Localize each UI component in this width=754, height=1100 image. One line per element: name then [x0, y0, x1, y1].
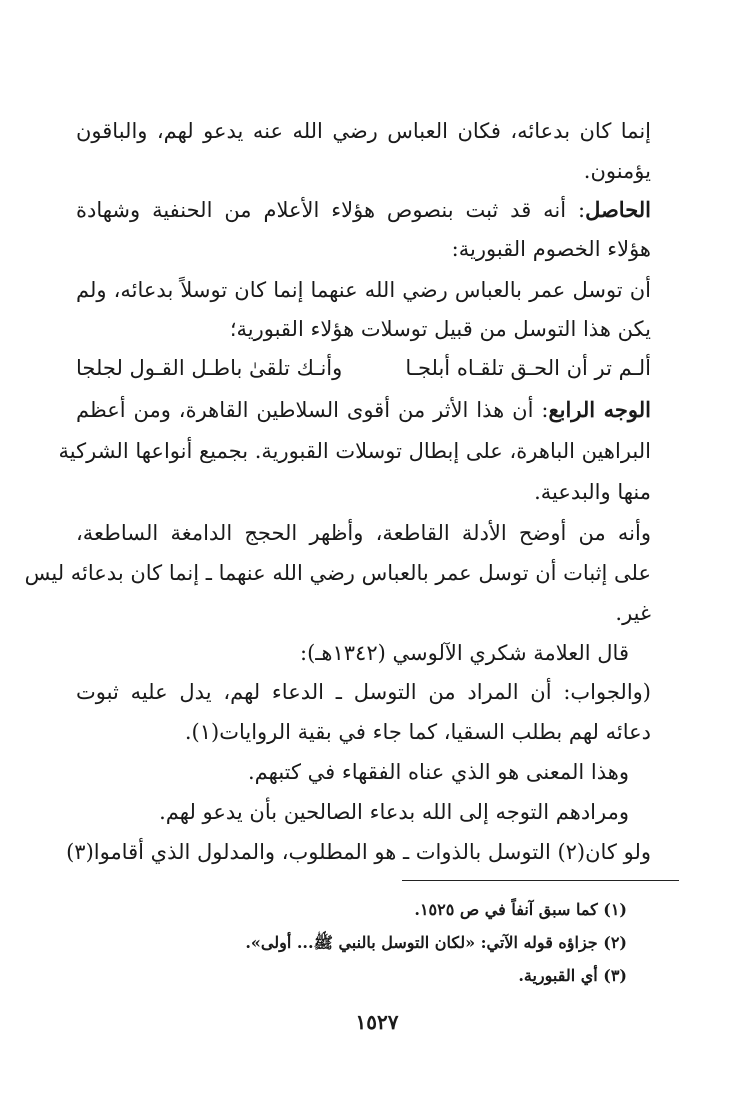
footnote-2: (٢) جزاؤه قوله الآتي: «لكان التوسل بالنبي ﷺ... أولى».	[245, 933, 627, 952]
text-line-13: قال العلامة شكري الآلوسي (١٣٤٢هـ):	[300, 641, 629, 665]
text-line-12: غير.	[615, 601, 651, 625]
text-line-9: منها والبدعية.	[534, 480, 651, 504]
footnote-3: (٣) أي القبورية.	[518, 966, 627, 985]
text-line-16: وهذا المعنى هو الذي عناه الفقهاء في كتبهم.	[247, 760, 629, 784]
section-heading: الوجه الرابع	[548, 397, 651, 422]
text-line-15: دعائه لهم بطلب السقيا، كما جاء في بقية الروايات(١).	[184, 720, 651, 744]
text-line-11: على إثبات أن توسل عمر بالعباس رضي الله عنهما ـ إنما كان بدعائه ليس	[24, 561, 651, 585]
text-line-1: إنما كان بدعائه، فكان العباس رضي الله عنه يدعو لهم، والباقون	[76, 119, 651, 143]
footnote-1: (١) كما سبق آنفاً في ص ١٥٢٥.	[414, 900, 627, 919]
verse-first-hemistich: ألـم تر أن الحـق تلقـاه أبلجـا	[405, 356, 651, 380]
text-line-6: يكن هذا التوسل من قبيل توسلات هؤلاء القبورية؛	[229, 317, 651, 341]
poetry-verse	[76, 348, 651, 388]
footnote-divider	[402, 880, 679, 881]
page-number: ١٥٢٧	[355, 1010, 399, 1034]
verse-second-hemistich: وأنـك تلقىٰ باطـل القـول لجلجا	[76, 356, 343, 380]
text-line-14: (والجواب: أن المراد من التوسل ـ الدعاء لهم، يدل عليه ثبوت	[76, 680, 651, 704]
text-line-8: البراهين الباهرة، على إبطال توسلات القبورية. بجميع أنواعها الشركية	[58, 439, 651, 463]
text-line-17: ومرادهم التوجه إلى الله بدعاء الصالحين بأن يدعو لهم.	[159, 800, 629, 824]
text-line-2: يؤمنون.	[583, 159, 651, 183]
text-line-3: الحاصل: أنه قد ثبت بنصوص هؤلاء الأعلام من الحنفية وشهادة	[76, 197, 651, 222]
text-line-7: الوجه الرابع: أن هذا الأثر من أقوى السلاطين القاهرة، ومن أعظم	[76, 397, 651, 422]
text-line-5: أن توسل عمر بالعباس رضي الله عنهما إنما كان توسلاً بدعائه، ولم	[76, 278, 651, 302]
section-heading: الحاصل	[585, 197, 651, 222]
text-line-4: هؤلاء الخصوم القبورية:	[451, 237, 651, 261]
text-line-10: وأنه من أوضح الأدلة القاطعة، وأظهر الحجج الدامغة الساطعة،	[76, 521, 651, 545]
text-line-18: ولو كان(٢) التوسل بالذوات ـ هو المطلوب، والمدلول الذي أقاموا(٣)	[66, 840, 651, 864]
